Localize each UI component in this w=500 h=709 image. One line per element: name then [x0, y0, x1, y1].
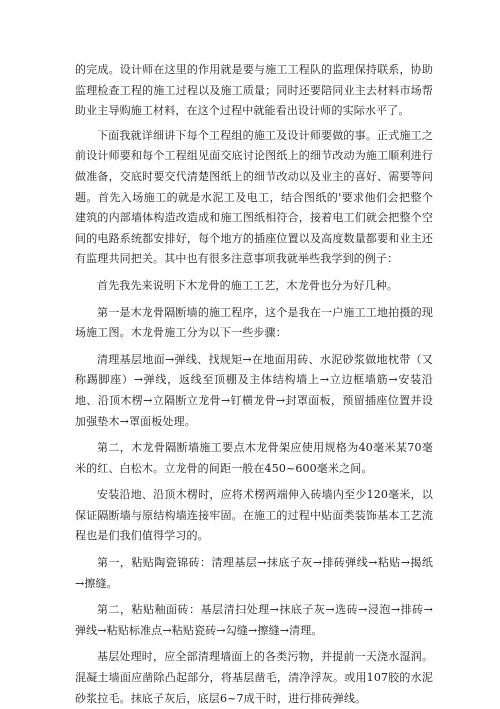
paragraph-5: 第二，木龙骨隔断墙施工要点木龙骨架应使用规格为40毫米某70毫米的红、白松木。立龙骨的间距一般在450~600毫米之间。 [75, 441, 433, 475]
paragraph-8: 第二，粘贴釉面砖：基层清扫处理→抹底子灰→选砖→浸泡→排砖→弹线→粘贴标准点→粘贴瓷砖→勾缝→擦缝→清理。 [75, 603, 433, 637]
paragraph-0: 的完成。设计师在这里的作用就是要与施工工程队的监理保持联系，协助监理检查工程的施工过程以及施工质量；同时还要陪同业主去材料市场帮助业主导购施工材料，在这个过程中就能看出设计师的实际水平了。 [75, 63, 433, 118]
paragraph-7: 第一，粘贴陶瓷锦砖：清理基层→抹底子灰→排砖弹线→粘贴→揭纸→擦缝。 [75, 556, 433, 590]
paragraph-2: 首先我先来说明下木龙骨的施工工艺，木龙骨也分为好几种。 [97, 278, 399, 292]
paragraph-4: 清理基层地面→弹线、找规矩→在地面用砖、水泥砂浆做地枕带（又称踢脚座）→弹线，返线至顶棚及主体结构墙上→立边框墙筋→安装沿地、沿顶木楞→立隔断立龙骨→钉横龙骨→封罩面板，预留插座位置并设加强垫木→罩面板处理。 [75, 352, 433, 428]
paragraph-1: 下面我就详细讲下每个工程组的施工及设计师要做的事。正式施工之前设计师要和每个工程组见面交底讨论图纸上的细节改动为施工顺利进行做准备，交底时要交代清楚图纸上的细节改动以及业主的喜好、需要等问题。首先入场施工的就是水泥工及电工，结合图纸的'要求他们会把整个建筑的内部墙体构造改造成和施工图纸相符合，接着电工们就会把整个空间的电路系统都安排好，每个地方的插座位置以及高度数量都要和业主还有监理共同把关。其中也有很多注意事项我就举些我学到的例子： [75, 128, 433, 266]
document-page [75, 60, 433, 709]
paragraph-6: 安装沿地、沿顶木楞时，应将术楞两端伸入砖墙内至少120毫米，以保证隔断墙与原结构墙连接牢固。在施工的过程中贴面类装饰基本工艺流程也是们我们值得学习的。 [75, 488, 433, 543]
paragraph-3: 第一是木龙骨隔断墙的施工程序，这个是我在一户施工工地拍摄的现场施工图。木龙骨施工分为以下一些步骤： [75, 305, 433, 340]
paragraph-9: 基层处理时，应全部清理墙面上的各类污物，并提前一天浇水湿润。混凝土墙面应凿除凸起部分，将基层凿毛，清净浮灰。或用107胶的水泥砂浆拉毛。抹底子灰后，底层6~7成干时，进行排砖弹线。 [75, 650, 433, 705]
